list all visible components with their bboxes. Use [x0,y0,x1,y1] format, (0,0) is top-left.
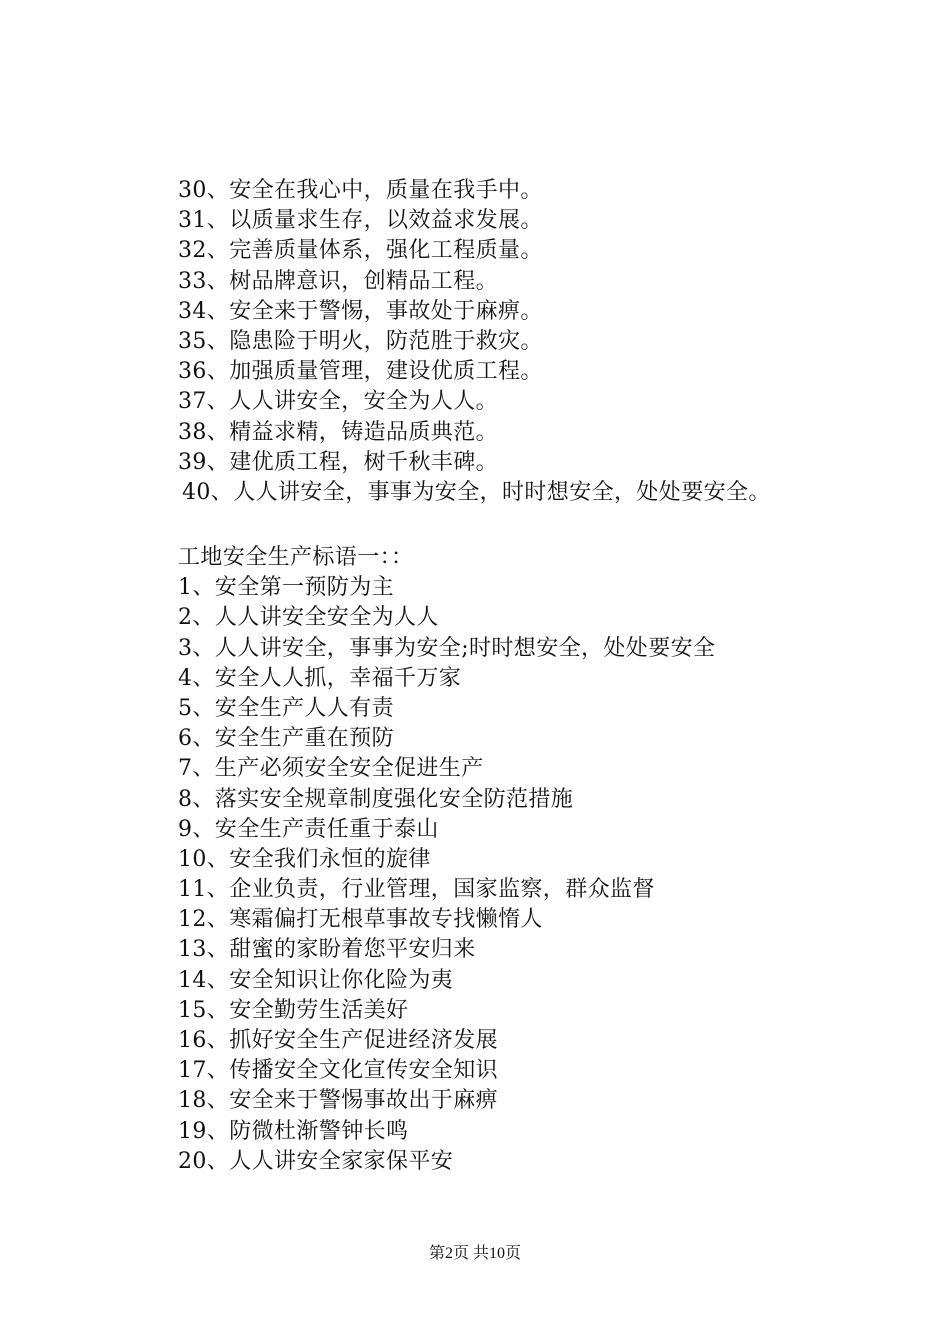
list-item: 9、安全生产责任重于泰山 [178,816,439,842]
section-heading: 工地安全生产标语一：： [178,545,414,570]
slogan-section [178,543,918,1177]
list-item: 3、人人讲安全，事事为安全;时时想安全，处处要安全 [178,635,716,661]
list-item: 34、安全来于警惕，事故处于麻痹。 [178,298,543,324]
list-item: 2、人人讲安全安全为人人 [178,605,439,631]
list-item: 1、安全第一预防为主 [178,575,394,601]
list-item: 12、寒霜偏打无根草事故专找懒惰人 [178,907,543,933]
list-item: 32、完善质量体系，强化工程质量。 [178,238,543,264]
list-item: 5、安全生产人人有责 [178,695,394,721]
list-item: 20、人人讲安全家家保平安 [178,1148,454,1174]
list-item: 16、抓好安全生产促进经济发展 [178,1028,498,1053]
list-item: 11、企业负责，行业管理，国家监察，群众监督 [178,877,655,903]
list-item: 7、生产必须安全安全促进生产 [178,756,484,782]
list-item: 19、防微杜渐警钟长鸣 [178,1118,409,1144]
page-footer: 第2页 共10页 [428,1245,521,1262]
list-item: 10、安全我们永恒的旋律 [178,846,431,872]
list-item: 15、安全勤劳生活美好 [178,997,409,1023]
list-item: 8、落实安全规章制度强化安全防范措施 [178,786,574,812]
list-item: 37、人人讲安全，安全为人人。 [178,389,498,415]
list-item: 13、甜蜜的家盼着您平安归来 [178,937,476,963]
list-item: 39、建优质工程，树千秋丰碑。 [178,449,498,475]
slogan-list-part1 [178,176,918,508]
list-item: 35、隐患险于明火，防范胜于救灾。 [178,328,543,354]
list-item: 6、安全生产重在预防 [178,726,394,752]
list-item: 36、加强质量管理，建设优质工程。 [178,359,543,385]
list-item: 18、安全来于警惕事故出于麻痹 [178,1088,498,1114]
list-item: 40、人人讲安全，事事为安全，时时想安全，处处要安全。 [182,479,771,505]
list-item: 17、传播安全文化宣传安全知识 [178,1058,498,1084]
list-item: 33、树品牌意识，创精品工程。 [178,268,498,294]
list-item: 4、安全人人抓，幸福千万家 [178,665,462,691]
list-item: 31、以质量求生存，以效益求发展。 [178,208,543,234]
list-item: 30、安全在我心中，质量在我手中。 [178,178,543,203]
list-item: 14、安全知识让你化险为夷 [178,967,454,993]
list-item: 38、精益求精，铸造品质典范。 [178,419,498,445]
